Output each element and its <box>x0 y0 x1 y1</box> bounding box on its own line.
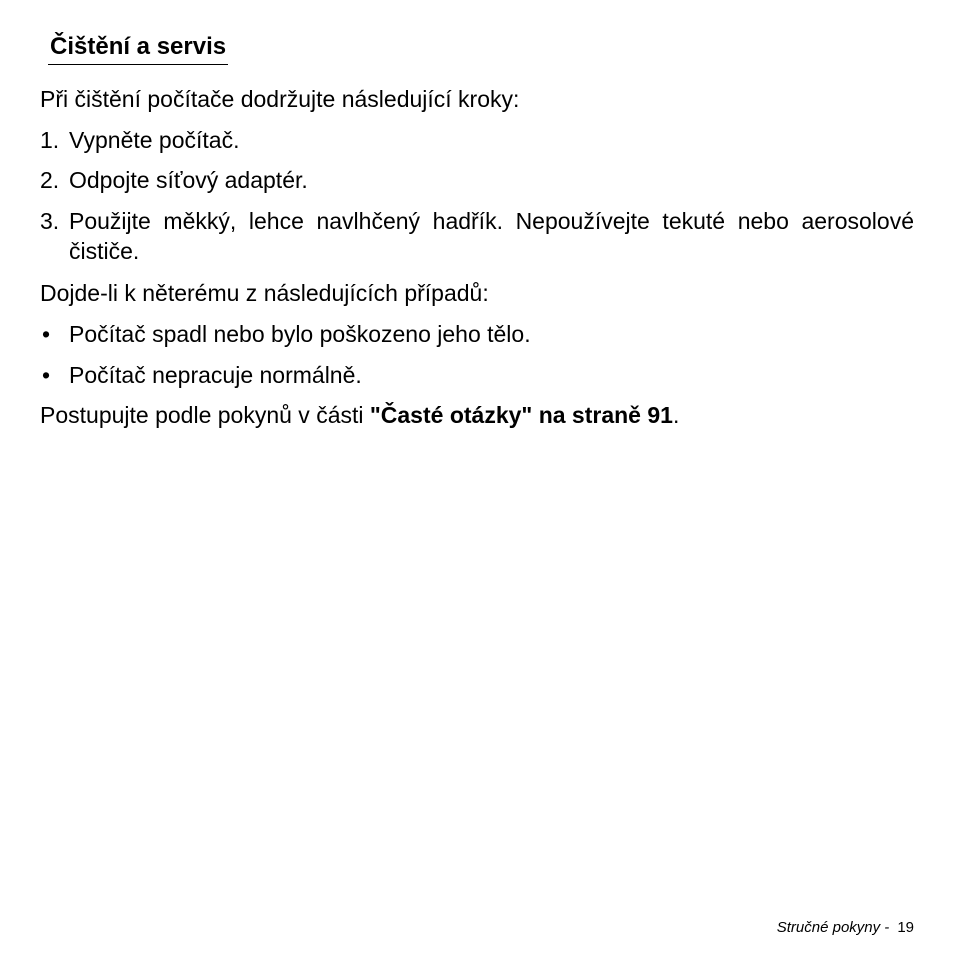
footer-section-title: Stručné pokyny - <box>776 919 890 936</box>
closing-suffix: . <box>672 402 680 428</box>
bullet-icon: • <box>42 362 51 388</box>
step-number: 2. <box>40 167 60 193</box>
faq-reference-link[interactable]: "Časté otázky" na straně 91 <box>369 402 673 428</box>
page-footer <box>777 918 914 938</box>
step-item <box>40 165 914 195</box>
step-number: 3. <box>40 208 60 234</box>
section-heading <box>48 32 228 65</box>
step-item <box>40 125 914 155</box>
bullet-text: Počítač nepracuje normálně. <box>69 362 362 388</box>
step-number: 1. <box>40 127 60 153</box>
bullet-text: Počítač spadl nebo bylo poškozeno jeho tělo. <box>69 321 531 347</box>
bullet-icon: • <box>42 321 51 347</box>
step-text: Odpojte síťový adaptér. <box>69 167 308 193</box>
bullet-item <box>40 360 914 390</box>
page-number: 19 <box>897 919 914 936</box>
step-text: Vypněte počítač. <box>69 127 240 153</box>
section-heading-text: Čištění a servis <box>50 33 227 60</box>
closing-paragraph <box>40 400 679 430</box>
closing-prefix: Postupujte podle pokynů v části <box>40 402 370 428</box>
cases-intro-paragraph: Dojde-li k něterému z následujících případů: <box>40 280 489 306</box>
intro-paragraph: Při čištění počítače dodržujte následující kroky: <box>40 86 520 112</box>
step-item <box>40 206 914 266</box>
bullet-item <box>40 319 914 349</box>
step-text: Použijte měkký, lehce navlhčený hadřík. Nepoužívejte tekuté nebo aerosolové čističe. <box>69 208 914 264</box>
